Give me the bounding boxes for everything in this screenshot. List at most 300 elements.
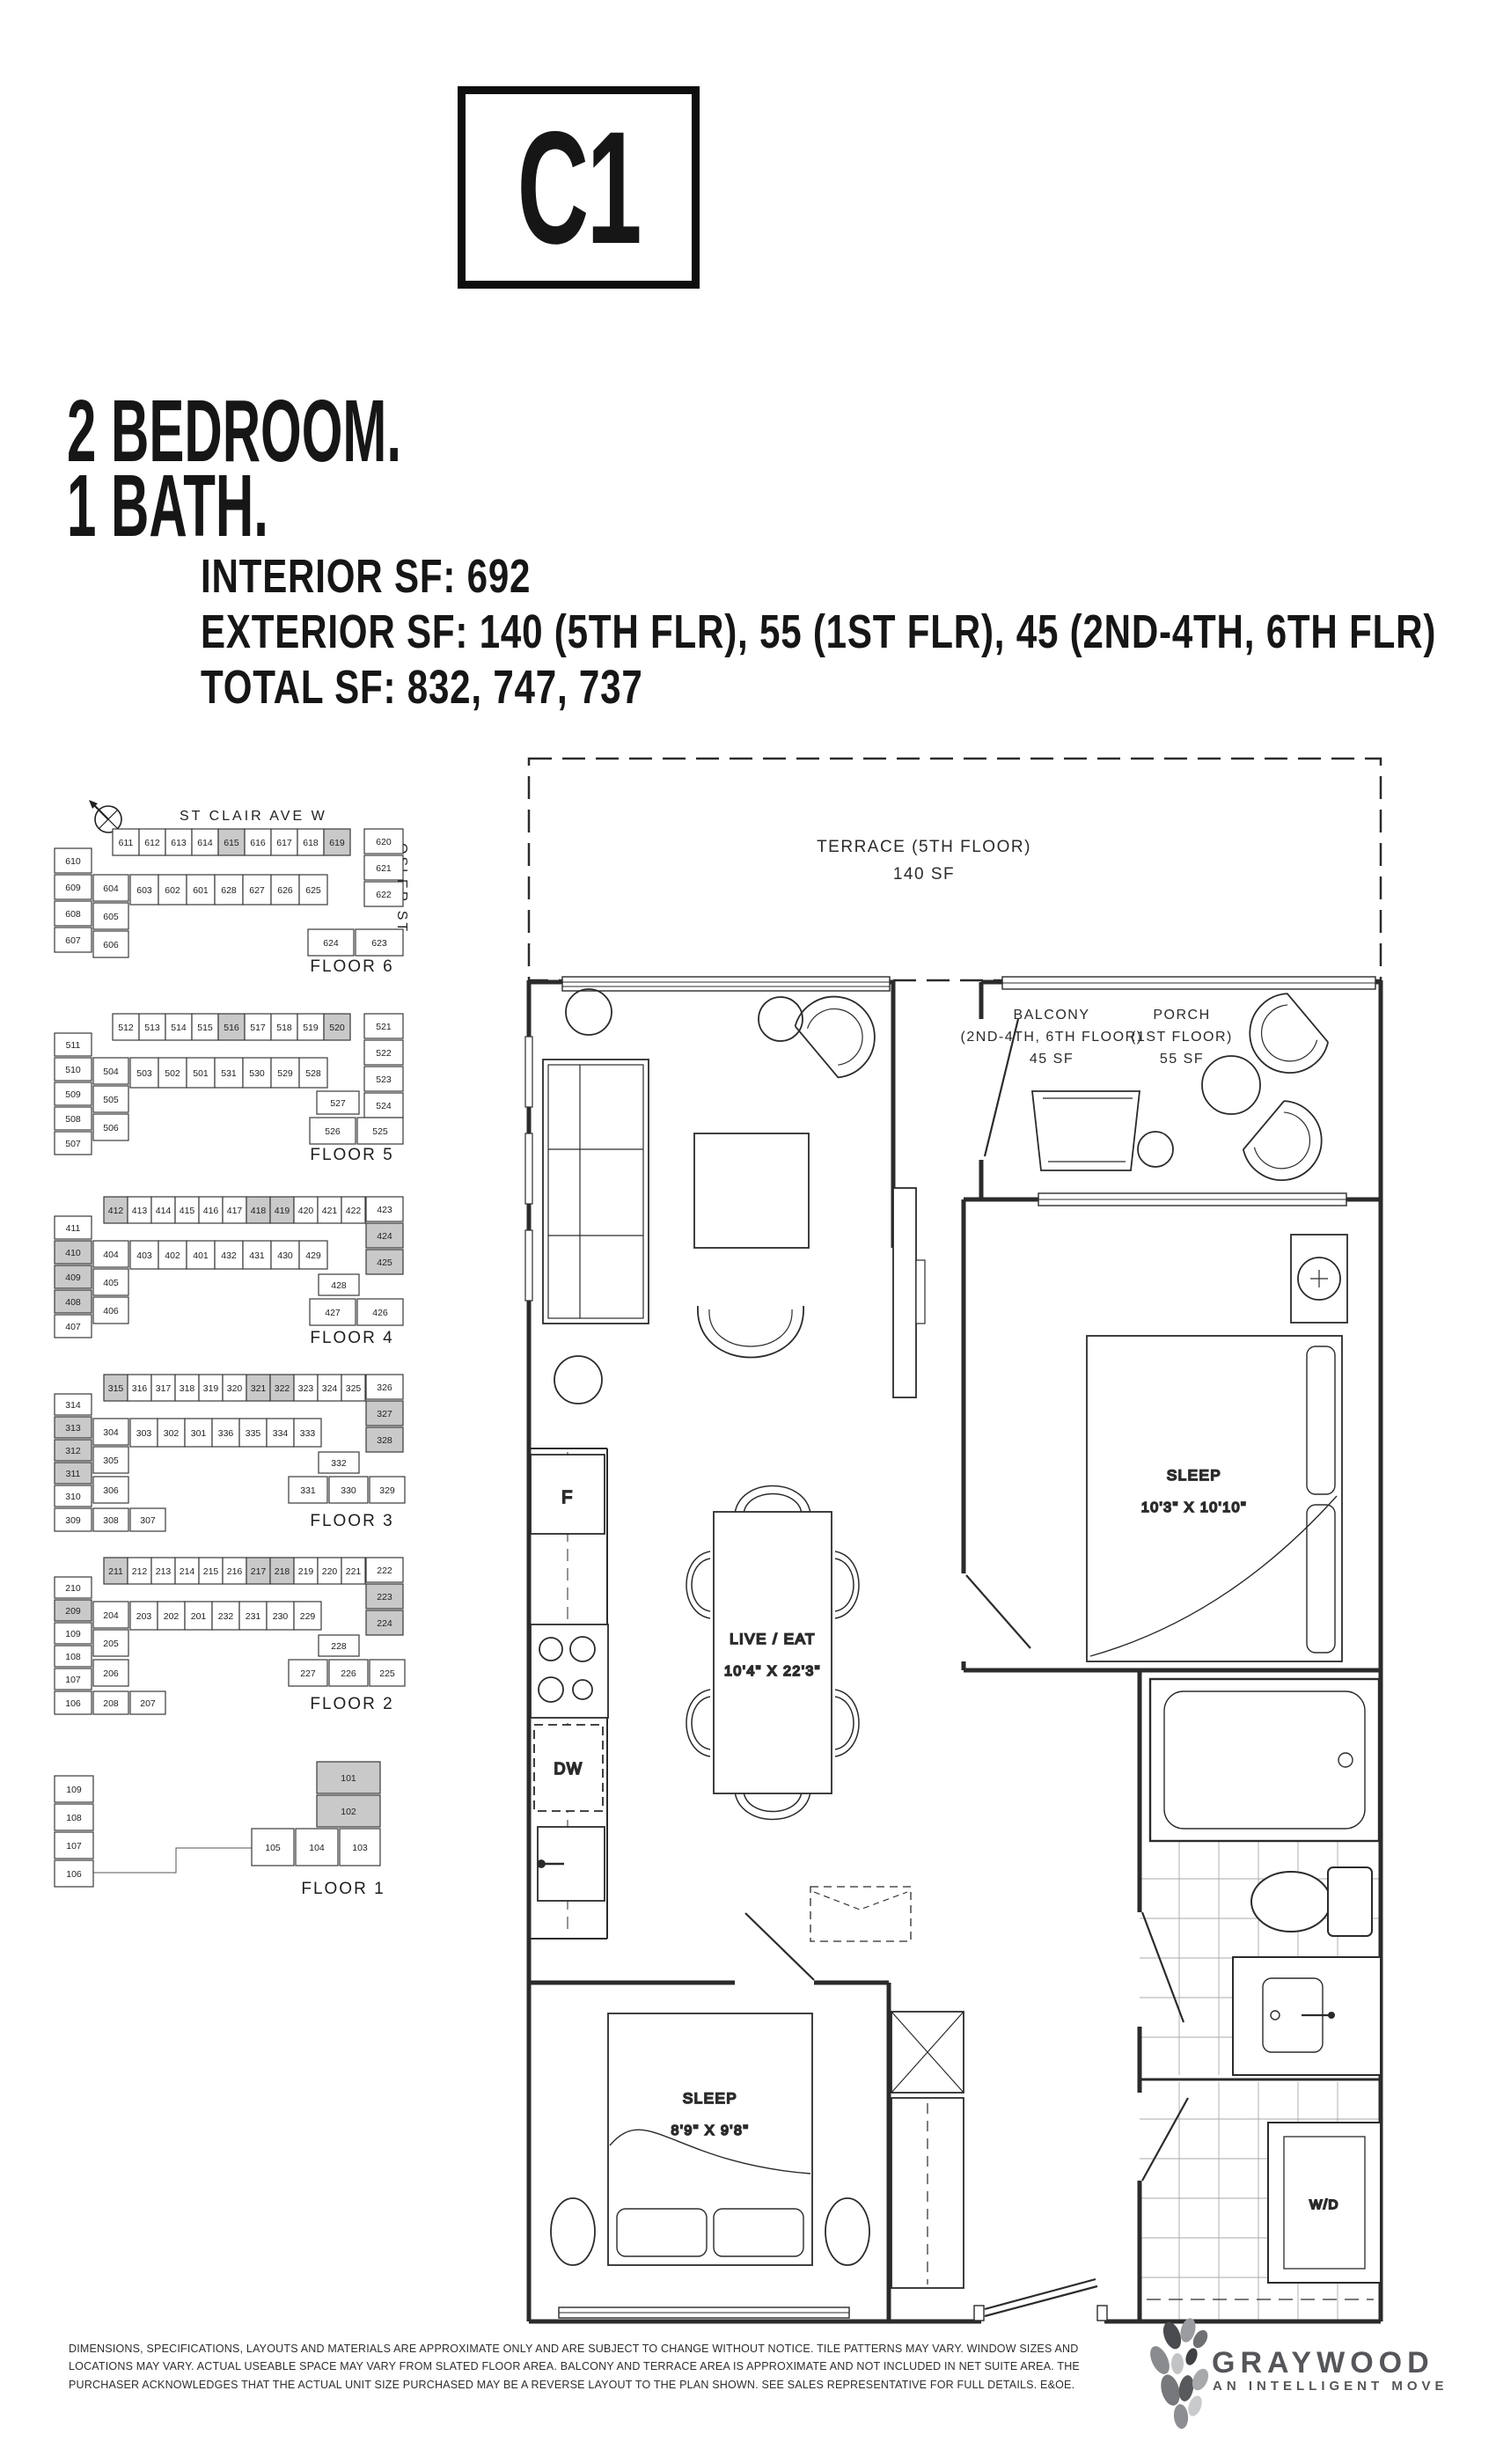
keyplan-unit-201: [185, 1602, 212, 1630]
svg-text:523: 523: [376, 1074, 392, 1085]
svg-text:624: 624: [323, 938, 339, 949]
svg-text:611: 611: [118, 838, 134, 848]
svg-text:503: 503: [136, 1068, 152, 1079]
svg-text:603: 603: [136, 885, 152, 896]
keyplan-unit-418: [246, 1197, 270, 1223]
keyplan-unit-228: [319, 1635, 359, 1656]
keyplan-unit-229: [294, 1602, 321, 1630]
svg-text:610: 610: [65, 856, 81, 867]
svg-text:623: 623: [371, 938, 387, 949]
keyplan-unit-317: [151, 1375, 175, 1401]
keyplan-unit-527: [317, 1091, 359, 1114]
keyplan-unit-613: [165, 829, 192, 855]
svg-text:502: 502: [165, 1068, 180, 1079]
svg-text:515: 515: [197, 1023, 213, 1033]
keyplan-unit-528: [299, 1058, 327, 1088]
svg-text:404: 404: [103, 1250, 119, 1260]
svg-text:628: 628: [221, 885, 237, 896]
svg-text:431: 431: [249, 1250, 265, 1261]
keyplan-unit-408: [55, 1290, 92, 1313]
svg-text:406: 406: [103, 1306, 119, 1316]
svg-text:529: 529: [277, 1068, 293, 1079]
keyplan-unit-605: [93, 903, 128, 929]
svg-text:318: 318: [179, 1383, 195, 1394]
keyplan-unit-504: [93, 1058, 128, 1084]
keyplan-unit-625: [299, 875, 327, 905]
living-area: [543, 980, 925, 1404]
svg-text:410: 410: [65, 1248, 81, 1258]
svg-text:320: 320: [226, 1383, 243, 1394]
bathroom: [1150, 1679, 1381, 2075]
keyplan-floor-label: FLOOR 4: [310, 1329, 394, 1347]
keyplan-unit-420: [294, 1197, 318, 1223]
svg-text:616: 616: [250, 838, 266, 848]
svg-text:213: 213: [155, 1566, 172, 1577]
svg-text:402: 402: [165, 1250, 180, 1261]
keyplan-unit-211: [104, 1558, 128, 1584]
svg-text:425: 425: [377, 1258, 392, 1268]
svg-text:420: 420: [297, 1206, 314, 1216]
svg-text:210: 210: [65, 1583, 81, 1594]
total-sf: TOTAL SF: 832, 747, 737: [201, 661, 643, 714]
second-bedroom-label: SLEEP: [682, 2090, 738, 2107]
svg-text:416: 416: [202, 1206, 219, 1216]
fridge-label: F: [561, 1488, 574, 1507]
keyplan-unit-322: [270, 1375, 294, 1401]
street-label-st-clair: ST CLAIR AVE W: [180, 809, 327, 824]
svg-text:334: 334: [272, 1428, 289, 1439]
keyplan-unit-518: [271, 1014, 297, 1040]
keyplan-floor-label: FLOOR 1: [301, 1880, 385, 1898]
keyplan-unit-512: [113, 1014, 139, 1040]
svg-text:302: 302: [163, 1428, 180, 1439]
keyplan-unit-334: [267, 1419, 294, 1447]
keyplan-unit-103: [340, 1829, 380, 1866]
svg-text:508: 508: [65, 1114, 81, 1125]
keyplan-unit-428: [319, 1274, 359, 1295]
keyplan-unit-109: [55, 1776, 93, 1802]
keyplan-unit-508: [55, 1107, 92, 1130]
terrace-area: [529, 759, 1381, 980]
svg-text:306: 306: [103, 1485, 119, 1496]
keyplan-unit-509: [55, 1082, 92, 1105]
svg-text:422: 422: [345, 1206, 362, 1216]
hall-closets: [891, 2012, 964, 2288]
svg-text:429: 429: [305, 1250, 321, 1261]
svg-text:109: 109: [65, 1629, 81, 1639]
keyplan-unit-523: [364, 1067, 403, 1091]
keyplan-unit-419: [270, 1197, 294, 1223]
keyplan-unit-513: [139, 1014, 165, 1040]
keyplan-unit-507: [55, 1132, 92, 1155]
svg-text:419: 419: [274, 1206, 290, 1216]
svg-text:528: 528: [305, 1068, 321, 1079]
svg-text:415: 415: [179, 1206, 195, 1216]
keyplan-unit-617: [271, 829, 297, 855]
svg-text:614: 614: [197, 838, 213, 848]
keyplan-unit-401: [187, 1241, 215, 1269]
svg-text:319: 319: [202, 1383, 219, 1394]
keyplan-unit-323: [294, 1375, 318, 1401]
svg-text:506: 506: [103, 1123, 119, 1133]
keyplan-unit-319: [199, 1375, 223, 1401]
keyplan-unit-622: [364, 882, 403, 906]
keyplan-unit-307: [130, 1508, 165, 1531]
svg-text:605: 605: [103, 912, 119, 922]
keyplan-unit-524: [364, 1093, 403, 1118]
svg-text:216: 216: [226, 1566, 243, 1577]
svg-text:327: 327: [377, 1409, 392, 1419]
keyplan-unit-603: [130, 875, 158, 905]
keyplan-unit-321: [246, 1375, 270, 1401]
svg-text:217: 217: [250, 1566, 267, 1577]
svg-text:612: 612: [144, 838, 160, 848]
svg-text:418: 418: [250, 1206, 267, 1216]
balcony-porch-area: [961, 987, 1338, 1196]
keyplan-floor-label: FLOOR 6: [310, 957, 394, 976]
svg-text:333: 333: [299, 1428, 316, 1439]
svg-text:622: 622: [376, 890, 392, 900]
svg-text:220: 220: [321, 1566, 338, 1577]
svg-text:326: 326: [377, 1382, 392, 1393]
svg-text:305: 305: [103, 1456, 119, 1466]
svg-text:601: 601: [193, 885, 209, 896]
keyplan-unit-623: [356, 929, 403, 956]
keyplan-unit-619: [324, 829, 350, 855]
svg-text:522: 522: [376, 1048, 392, 1059]
second-bedroom-dimensions: 8'9" X 9'8": [671, 2123, 750, 2138]
keyplan-unit-522: [364, 1040, 403, 1065]
svg-text:201: 201: [190, 1611, 207, 1622]
keyplan-unit-402: [158, 1241, 187, 1269]
keyplan-unit-209: [55, 1600, 92, 1621]
svg-text:316: 316: [131, 1383, 148, 1394]
dishwasher-label: DW: [554, 1760, 583, 1778]
interior-sf: INTERIOR SF: 692: [201, 550, 532, 603]
keyplan-unit-526: [310, 1118, 356, 1144]
svg-text:317: 317: [155, 1383, 172, 1394]
svg-text:310: 310: [65, 1492, 81, 1502]
svg-text:211: 211: [108, 1566, 123, 1577]
keyplan-unit-320: [223, 1375, 246, 1401]
keyplan-unit-335: [239, 1419, 267, 1447]
svg-text:108: 108: [66, 1813, 82, 1823]
keyplan-unit-224: [366, 1610, 403, 1635]
svg-text:507: 507: [65, 1139, 81, 1149]
bath-count: 1 BATH.: [67, 457, 268, 555]
keyplan-unit-405: [93, 1269, 128, 1295]
svg-text:221: 221: [345, 1566, 362, 1577]
keyplan-unit-406: [93, 1297, 128, 1324]
keyplan-unit-109: [55, 1623, 92, 1644]
svg-text:424: 424: [377, 1231, 392, 1242]
keyplan-unit-519: [297, 1014, 324, 1040]
svg-text:505: 505: [103, 1095, 119, 1105]
keyplan-unit-309: [55, 1508, 92, 1531]
keyplan-unit-604: [93, 875, 128, 901]
keyplan-unit-614: [192, 829, 218, 855]
svg-text:224: 224: [377, 1618, 392, 1629]
keyplan-unit-331: [289, 1477, 327, 1503]
keyplan-unit-312: [55, 1440, 92, 1461]
keyplan-unit-525: [357, 1118, 403, 1144]
second-bedroom: [551, 2013, 869, 2265]
live-eat-dimensions: 10'4" X 22'3": [724, 1664, 821, 1679]
keyplan-unit-422: [341, 1197, 365, 1223]
svg-text:307: 307: [140, 1515, 156, 1526]
svg-text:408: 408: [65, 1297, 81, 1308]
keyplan-unit-325: [341, 1375, 365, 1401]
keyplan-unit-222: [366, 1558, 403, 1582]
keyplan-unit-305: [93, 1447, 128, 1473]
keyplan-unit-105: [252, 1829, 294, 1866]
keyplan-unit-219: [294, 1558, 318, 1584]
svg-text:209: 209: [65, 1606, 81, 1617]
svg-text:332: 332: [331, 1458, 347, 1469]
svg-text:103: 103: [352, 1843, 368, 1853]
svg-text:335: 335: [245, 1428, 261, 1439]
keyplan-unit-431: [243, 1241, 271, 1269]
svg-text:513: 513: [144, 1023, 160, 1033]
keyplan-unit-425: [366, 1250, 403, 1274]
exterior-sf: EXTERIOR SF: 140 (5TH FLR), 55 (1ST FLR), 45 (2ND-4TH, 6TH FLR): [201, 605, 1437, 658]
keyplan-unit-628: [215, 875, 243, 905]
keyplan-floor-1: [53, 1749, 422, 1934]
unit-code: C1: [517, 98, 641, 277]
svg-text:330: 330: [341, 1485, 356, 1496]
keyplan-unit-529: [271, 1058, 299, 1088]
svg-text:104: 104: [309, 1843, 325, 1853]
keyplan-unit-212: [128, 1558, 151, 1584]
disclaimer-line-3: PURCHASER ACKNOWLEDGES THAT THE ACTUAL UNIT SIZE PURCHASED MAY BE A REVERSE LAYOUT TO THE PLAN SHOWN. SEE SALES REPRESENTATIVE FOR FULL DETAILS. E&OE.: [69, 2379, 1075, 2391]
terrace-area-sf: 140 SF: [892, 865, 956, 884]
keyplan-unit-308: [93, 1508, 128, 1531]
svg-text:403: 403: [136, 1250, 152, 1261]
keyplan-unit-101: [317, 1762, 380, 1793]
svg-text:325: 325: [345, 1383, 362, 1394]
svg-text:516: 516: [224, 1023, 239, 1033]
svg-text:517: 517: [250, 1023, 266, 1033]
svg-text:627: 627: [249, 885, 265, 896]
svg-text:615: 615: [224, 838, 239, 848]
keyplan-unit-215: [199, 1558, 223, 1584]
keyplan-unit-204: [93, 1602, 128, 1628]
svg-text:101: 101: [341, 1773, 356, 1784]
svg-text:626: 626: [277, 885, 293, 896]
svg-text:207: 207: [140, 1698, 156, 1709]
keyplan-unit-510: [55, 1058, 92, 1081]
svg-text:426: 426: [372, 1308, 388, 1318]
keyplan-floor-label: FLOOR 2: [310, 1695, 394, 1713]
svg-text:504: 504: [103, 1067, 119, 1077]
svg-text:526: 526: [325, 1126, 341, 1137]
svg-text:412: 412: [107, 1206, 124, 1216]
keyplan-unit-611: [113, 829, 139, 855]
svg-text:428: 428: [331, 1280, 347, 1291]
keyplan-unit-517: [245, 1014, 271, 1040]
balcony-label: BALCONY: [1013, 1008, 1090, 1023]
svg-text:203: 203: [136, 1611, 152, 1622]
bedroom-count: 2 BEDROOM.: [67, 382, 402, 480]
keyplan-unit-336: [212, 1419, 239, 1447]
keyplan-unit-415: [175, 1197, 199, 1223]
keyplan-unit-413: [128, 1197, 151, 1223]
floorplan: [524, 755, 1386, 2326]
svg-text:613: 613: [171, 838, 187, 848]
svg-text:105: 105: [265, 1843, 281, 1853]
svg-text:227: 227: [300, 1668, 316, 1679]
keyplan-unit-521: [364, 1014, 403, 1038]
keyplan-unit-616: [245, 829, 271, 855]
svg-text:328: 328: [377, 1435, 392, 1446]
svg-text:108: 108: [65, 1652, 81, 1662]
graywood-logo-tagline: AN INTELLIGENT MOVE: [1213, 2379, 1448, 2394]
svg-text:521: 521: [376, 1022, 392, 1032]
svg-text:531: 531: [221, 1068, 237, 1079]
keyplan-unit-414: [151, 1197, 175, 1223]
keyplan-unit-206: [93, 1660, 128, 1686]
dining-area: [686, 1486, 911, 1942]
keyplan-unit-506: [93, 1114, 128, 1140]
svg-text:421: 421: [321, 1206, 338, 1216]
balcony-sf: 45 SF: [1029, 1052, 1074, 1067]
svg-text:228: 228: [331, 1641, 347, 1652]
keyplan-unit-426: [357, 1299, 403, 1325]
svg-text:619: 619: [329, 838, 345, 848]
svg-text:414: 414: [155, 1206, 172, 1216]
keyplan-unit-615: [218, 829, 245, 855]
keyplan-unit-610: [55, 848, 92, 873]
keyplan-unit-218: [270, 1558, 294, 1584]
svg-text:311: 311: [65, 1469, 81, 1479]
keyplan-unit-214: [175, 1558, 199, 1584]
keyplan-unit-227: [289, 1660, 327, 1686]
svg-text:204: 204: [103, 1610, 119, 1621]
svg-text:525: 525: [372, 1126, 388, 1137]
keyplan-unit-330: [329, 1477, 368, 1503]
keyplan-unit-327: [366, 1401, 403, 1426]
keyplan-unit-230: [267, 1602, 294, 1630]
svg-text:229: 229: [299, 1611, 316, 1622]
svg-text:427: 427: [325, 1308, 341, 1318]
svg-text:107: 107: [66, 1841, 82, 1852]
keyplan-unit-427: [310, 1299, 356, 1325]
svg-text:620: 620: [376, 837, 392, 847]
terrace-label: TERRACE (5TH FLOOR): [817, 838, 1031, 856]
keyplan-unit-417: [223, 1197, 246, 1223]
svg-text:329: 329: [379, 1485, 395, 1496]
keyplan-unit-107: [55, 1832, 93, 1859]
keyplan-unit-318: [175, 1375, 199, 1401]
keyplan-floor-3: [53, 1364, 422, 1549]
porch-floor: (1ST FLOOR): [1131, 1030, 1233, 1045]
svg-text:314: 314: [65, 1400, 81, 1411]
svg-text:519: 519: [303, 1023, 319, 1033]
svg-text:527: 527: [330, 1098, 346, 1109]
svg-text:608: 608: [65, 909, 81, 920]
keyplan-unit-102: [317, 1795, 380, 1827]
svg-text:324: 324: [321, 1383, 338, 1394]
svg-text:602: 602: [165, 885, 180, 896]
keyplan-unit-423: [366, 1197, 403, 1221]
keyplan-unit-311: [55, 1463, 92, 1484]
svg-text:430: 430: [277, 1250, 293, 1261]
keyplan-unit-303: [130, 1419, 158, 1447]
keyplan-unit-412: [104, 1197, 128, 1223]
svg-text:625: 625: [305, 885, 321, 896]
keyplan-unit-429: [299, 1241, 327, 1269]
svg-text:102: 102: [341, 1807, 356, 1817]
svg-text:606: 606: [103, 940, 119, 950]
svg-text:219: 219: [297, 1566, 314, 1577]
svg-text:301: 301: [190, 1428, 207, 1439]
svg-text:609: 609: [65, 883, 81, 893]
keyplan-unit-520: [324, 1014, 350, 1040]
svg-text:530: 530: [249, 1068, 265, 1079]
keyplan-unit-328: [366, 1427, 403, 1452]
keyplan-unit-618: [297, 829, 324, 855]
keyplan-unit-217: [246, 1558, 270, 1584]
svg-text:618: 618: [303, 838, 319, 848]
svg-text:524: 524: [376, 1101, 392, 1111]
keyplan-unit-106: [55, 1860, 93, 1887]
keyplan-unit-409: [55, 1265, 92, 1288]
svg-text:510: 510: [65, 1065, 81, 1075]
keyplan-unit-421: [318, 1197, 341, 1223]
live-eat-label: LIVE / EAT: [730, 1631, 816, 1647]
disclaimer-line-2: LOCATIONS MAY VARY. ACTUAL USEABLE SPACE MAY VARY FROM SLATED FLOOR AREA. BALCONY AND TERRACE AREA IS APPROXIMATE AND NOT INCLUDED IN NET SUITE AREA. THE: [69, 2360, 1080, 2372]
svg-text:604: 604: [103, 884, 119, 894]
svg-text:312: 312: [65, 1446, 81, 1456]
keyplan-unit-213: [151, 1558, 175, 1584]
svg-text:225: 225: [379, 1668, 395, 1679]
svg-text:405: 405: [103, 1278, 119, 1288]
svg-text:106: 106: [66, 1869, 82, 1880]
keyplan-unit-314: [55, 1394, 92, 1415]
svg-text:323: 323: [297, 1383, 314, 1394]
kitchen-area: [531, 1455, 608, 1901]
keyplan-unit-514: [165, 1014, 192, 1040]
svg-text:223: 223: [377, 1592, 392, 1602]
svg-text:514: 514: [171, 1023, 187, 1033]
keyplan-floor-6: [53, 818, 422, 1003]
keyplan-floor-5: [53, 1003, 422, 1188]
keyplan-unit-306: [93, 1477, 128, 1503]
main-bedroom-label: SLEEP: [1166, 1467, 1222, 1484]
svg-text:621: 621: [376, 863, 392, 874]
svg-text:202: 202: [163, 1611, 180, 1622]
keyplan-unit-106: [55, 1691, 92, 1714]
street-label-osler: ST: [394, 910, 409, 935]
keyplan-unit-411: [55, 1216, 92, 1239]
keyplan-unit-424: [366, 1223, 403, 1248]
keyplan-unit-333: [294, 1419, 321, 1447]
keyplan-unit-225: [370, 1660, 405, 1686]
svg-text:107: 107: [65, 1675, 81, 1685]
keyplan-unit-502: [158, 1058, 187, 1088]
keyplan-floor-4: [53, 1186, 422, 1371]
svg-text:222: 222: [377, 1566, 392, 1576]
keyplan-unit-210: [55, 1577, 92, 1598]
keyplan-unit-530: [243, 1058, 271, 1088]
keyplan-unit-205: [93, 1630, 128, 1656]
svg-text:417: 417: [226, 1206, 243, 1216]
svg-text:423: 423: [377, 1205, 392, 1215]
keyplan-unit-407: [55, 1315, 92, 1338]
keyplan-unit-226: [329, 1660, 368, 1686]
svg-text:313: 313: [65, 1423, 81, 1434]
keyplan-unit-207: [130, 1691, 165, 1714]
